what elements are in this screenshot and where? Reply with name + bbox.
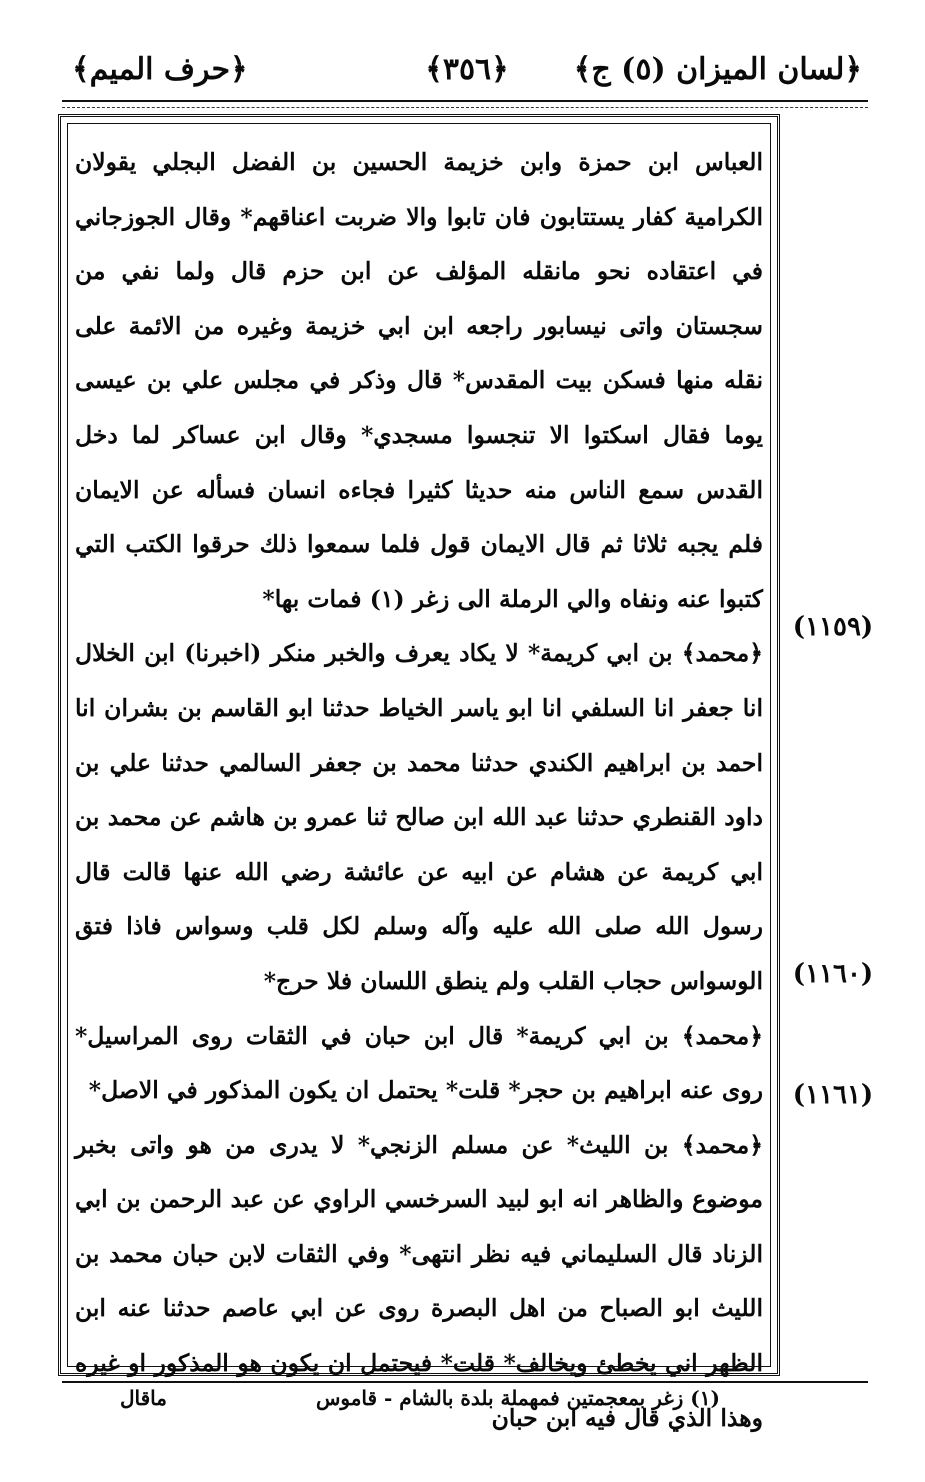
entry-number-1161: (١١٦١) [792,1080,874,1110]
paragraph-1: ﴿محمد﴾ بن ابي كريمة* لا يكاد يعرف والخبر منكر (اخبرنا) ابن الخلال انا جعفر انا السلفي انا ابو ياسر الخياط حدثنا ابو القاسم بن بشران انا احمد بن ابراهيم الكندي حدثنا محمد بن جعفر السالمي حدثنا علي بن داود القنطري حدثنا عبد الله ابن صالح ثنا عمرو بن هاشم عن محمد بن ابي كريمة عن هشام عن ابيه عن عائشة رضي الله عنها قالت قال رسول الله صلى الله عليه وآله وسلم لكل قلب وسواس فاذا فتق الوسواس حجاب القلب ولم ينطق اللسان فلا حرج* [75,639,763,995]
entry-number-1159: (١١٥٩) [792,612,874,642]
body-text [75,135,763,1445]
footnote [120,1386,720,1416]
page-header [72,40,862,100]
page-number: ﴿٣٥٦﴾ [425,52,509,87]
paragraph-2: ﴿محمد﴾ بن ابي كريمة* قال ابن حبان في الثقات روى المراسيل* روى عنه ابراهيم بن حجر* قلت* يحتمل ان يكون المذكور في الاصل* [75,1021,763,1105]
book-title: ﴿لسان الميزان (٥) ج﴾ [573,52,862,87]
footnote-tail: ماقال [120,1386,167,1410]
paragraph-3: ﴿محمد﴾ بن الليث* عن مسلم الزنجي* لا يدرى من هو واتى بخبر موضوع والظاهر انه ابو لبيد السرخسي الراوي عن عبد الرحمن بن ابي الزناد قال السليماني فيه نظر انتهى* وفي الثقات لابن حبان محمد بن الليث ابو الصباح من اهل البصرة روى عن ابي عاصم حدثنا عنه ابن الظهر اني يخطئ ويخالف* قلت* فيحتمل ان يكون هو المذكور او غيره وهذا الذي قال فيه ابن حبان [75,1130,763,1432]
header-rule [62,98,868,112]
section-title: ﴿حرف الميم﴾ [72,52,248,87]
footnote-text: (١) زغر بمعجمتين فمهملة بلدة بالشام - قاموس [315,1386,720,1410]
paragraph-0: العباس ابن حمزة وابن خزيمة الحسين بن الفضل البجلي يقولان الكرامية كفار يستتابون فان تابوا والا ضربت اعناقهم* وقال الجوزجاني في اعتقاده نحو مانقله المؤلف عن ابن حزم قال ولما نفي من سجستان واتى نيسابور راجعه ابن ابي خزيمة وغيره من الائمة على نقله منها فسكن بيت المقدس* قال وذكر في مجلس علي بن عيسى يوما فقال اسكتوا الا تنجسوا مسجدي* وقال ابن عساكر لما دخل القدس سمع الناس منه حديثا كثيرا فجاءه انسان فسأله عن الايمان فلم يجبه ثلاثا ثم قال الايمان قول فلما سمعوا ذلك حرقوا الكتب التي كتبوا عنه ونفاه والي الرملة الى زغر (١) فمات بها* [75,148,763,613]
entry-number-1160: (١١٦٠) [792,959,874,989]
footnote-rule [62,1381,868,1383]
